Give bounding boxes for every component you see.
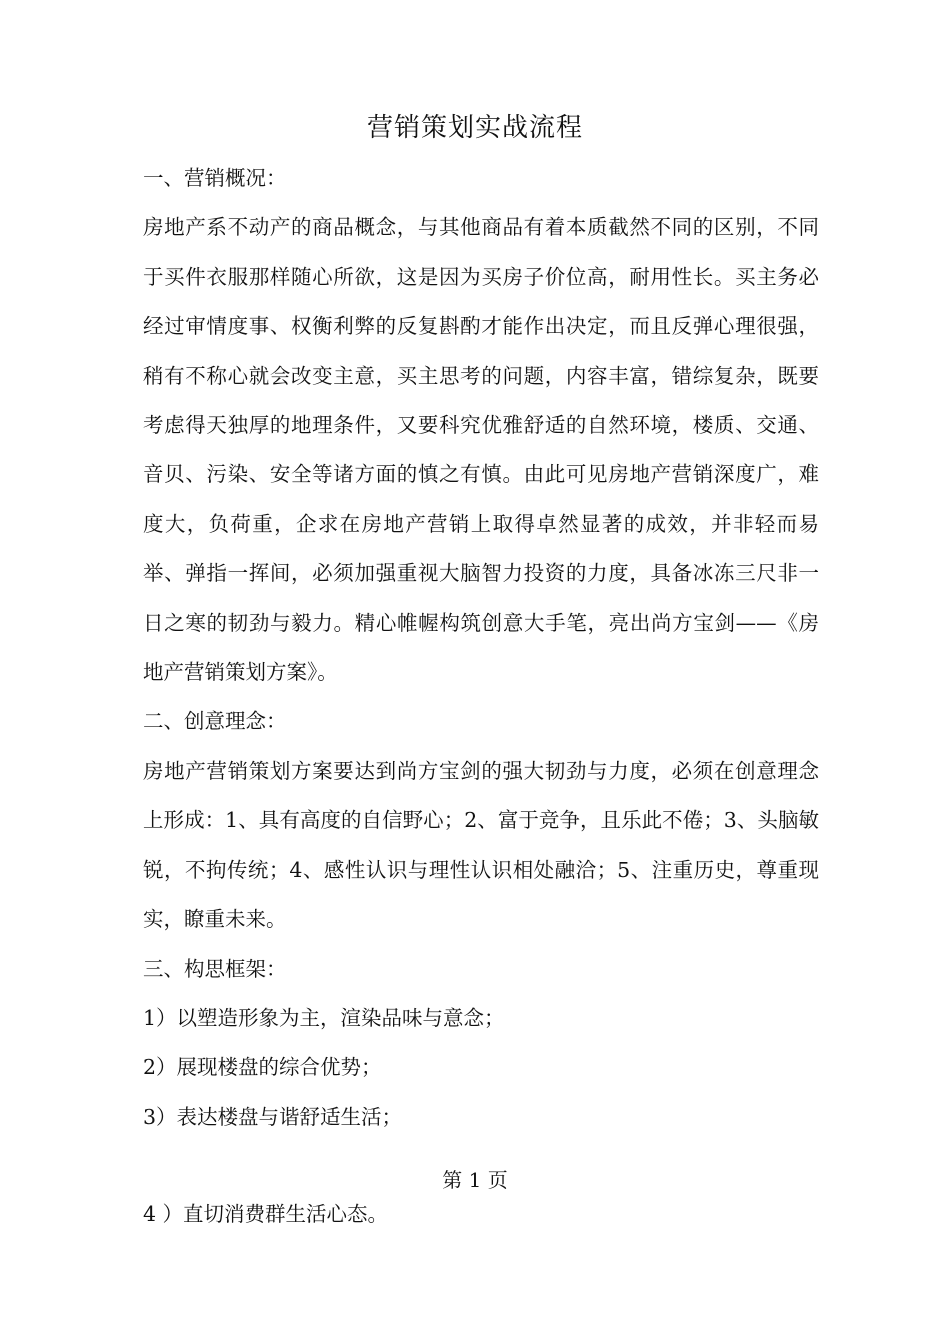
document-title: 营销策划实战流程 xyxy=(366,113,583,143)
page-number: 第 1 页 xyxy=(442,1168,508,1192)
section-heading-overview: 一、营销概况： xyxy=(143,166,287,190)
section-heading-framework: 三、构思框架： xyxy=(143,956,287,981)
framework-item-3: 3）表达楼盘与谐舒适生活； xyxy=(143,1104,403,1129)
concept-paragraph: 房地产营销策划方案要达到尚方宝剑的强大韧劲与力度，必须在创意理念上形成：1、具有高度的自信野心；2、富于竞争，且乐此不倦；3、头脑敏锐，不拘传统；4、感性认识与理性认识相处融洽；5、注重历史，尊重现实，瞭重未来。 xyxy=(143,758,819,932)
framework-item-4: 4 ）直切消费群生活心态。 xyxy=(143,1202,389,1226)
overview-paragraph: 房地产系不动产的商品概念，与其他商品有着本质截然不同的区别，不同于买件衣服那样随心所欲，这是因为买房子价位高，耐用性长。买主务必经过审情度事、权衡利弊的反复斟酌才能作出决定，而且反弹心理很强，稍有不称心就会改变主意，买主思考的问题，内容丰富，错综复杂，既要考虑得天独厚的地理条件，又要科究优雅舒适的自然环境，楼质、交通、音贝、污染、安全等诸方面的慎之有慎。由此可见房地产营销深度广，难度大，负荷重，企求在房地产营销上取得卓然显著的成效，并非轻而易举、弹指一挥间，必须加强重视大脑智力投资的力度，具备冰冻三尺非一日之寒的韧劲与毅力。精心帷幄构筑创意大手笔，亮出尚方宝剑——《房地产营销策划方案》。 xyxy=(143,215,819,685)
framework-item-2: 2）展现楼盘的综合优势； xyxy=(143,1055,382,1080)
section-heading-concept: 二、创意理念： xyxy=(143,709,287,734)
document-body xyxy=(143,154,819,1142)
framework-item-1: 1）以塑造形象为主，渲染品味与意念； xyxy=(143,1005,505,1030)
